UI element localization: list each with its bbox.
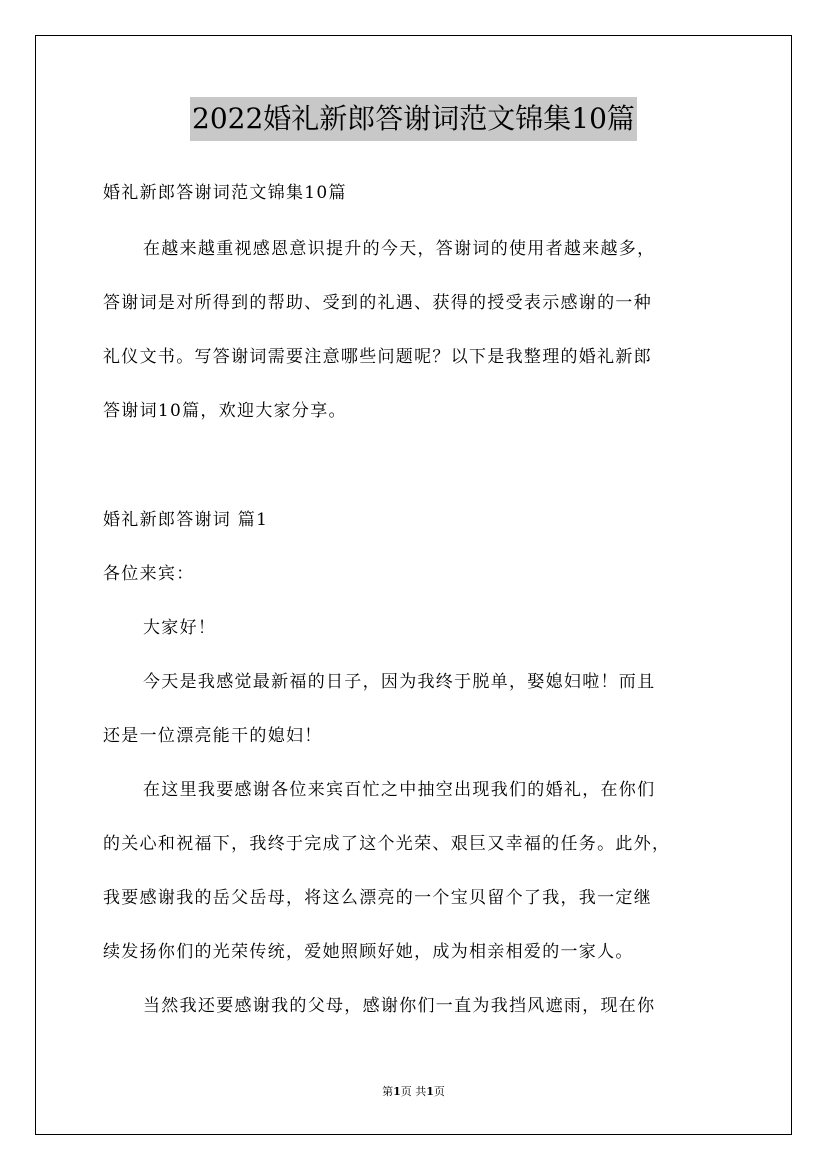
document-title: 2022婚礼新郎答谢词范文锦集10篇 [190,97,637,141]
title-container [0,97,827,141]
salutation: 各位来宾： [103,564,195,584]
body-line-4: 的关心和祝福下，我终于完成了这个光荣、艰巨又幸福的任务。此外， [103,834,671,854]
body-line-1: 今天是我感觉最新福的日子，因为我终于脱单，娶媳妇啦！而且 [143,672,656,692]
page-footer [0,1084,827,1100]
section-heading: 婚礼新郎答谢词 篇1 [103,510,269,530]
intro-line-2: 答谢词是对所得到的帮助、受到的礼遇、获得的授受表示感谢的一种 [103,293,652,313]
document-subtitle: 婚礼新郎答谢词范文锦集10篇 [103,183,347,203]
body-line-7: 当然我还要感谢我的父母，感谢你们一直为我挡风遮雨，现在你 [143,996,656,1016]
body-line-2: 还是一位漂亮能干的媳妇！ [103,726,323,746]
body-line-3: 在这里我要感谢各位来宾百忙之中抽空出现我们的婚礼，在你们 [143,780,656,800]
footer-prefix: 第 [382,1085,394,1098]
intro-line-3: 礼仪文书。写答谢词需要注意哪些问题呢？以下是我整理的婚礼新郎 [103,347,652,367]
intro-line-4: 答谢词10篇，欢迎大家分享。 [103,401,347,421]
footer-page-number: 1 [393,1085,401,1098]
footer-suffix: 页 [433,1085,445,1098]
footer-mid: 页 共 [400,1085,427,1098]
footer-total-pages: 1 [426,1085,434,1098]
intro-line-1: 在越来越重视感恩意识提升的今天，答谢词的使用者越来越多， [143,239,656,259]
body-line-5: 我要感谢我的岳父岳母，将这么漂亮的一个宝贝留个了我，我一定继 [103,888,652,908]
body-line-6: 续发扬你们的光荣传统，爱她照顾好她，成为相亲相爱的一家人。 [103,942,634,962]
greeting: 大家好！ [143,618,217,638]
